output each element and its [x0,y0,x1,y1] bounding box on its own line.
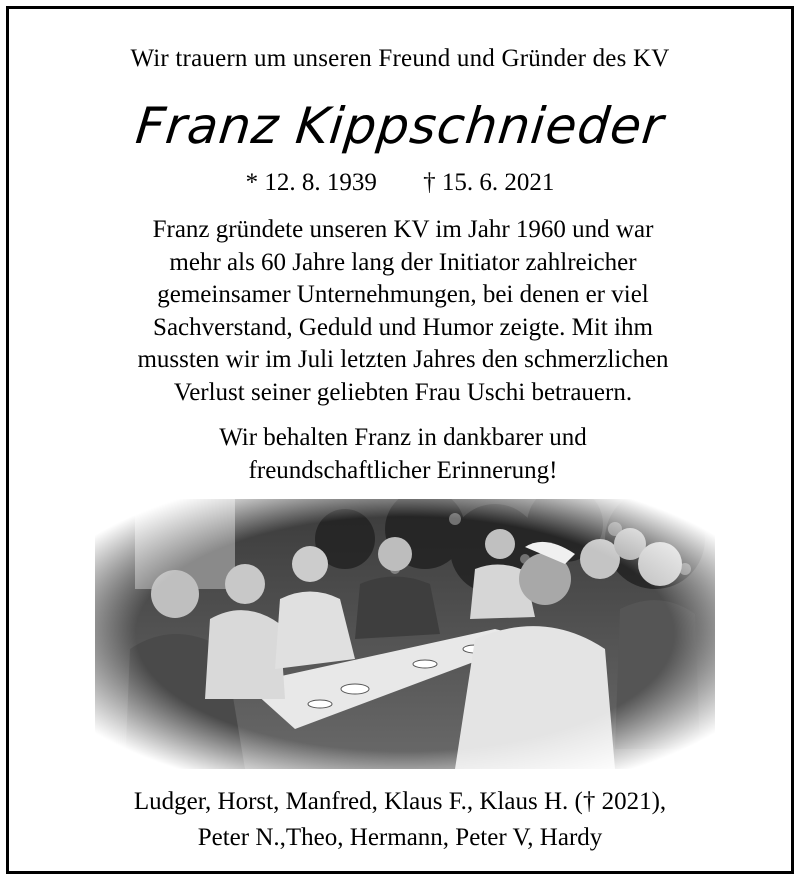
obituary-notice [6,6,794,874]
tribute-line: mehr als 60 Jahre lang der Initiator zahlreicher [169,248,637,276]
tribute-text [69,214,737,409]
death-date: † 15. 6. 2021 [423,169,555,196]
closing-line: freundschaftlicher Erinnerung! [248,456,558,484]
birth-date: * 12. 8. 1939 [245,169,377,196]
closing-line: Wir behalten Franz in dankbarer und [219,424,587,451]
closing-text [69,422,737,487]
tribute-line: Verlust seiner geliebten Frau Uschi betrauern. [173,378,633,406]
tribute-line: Sachverstand, Geduld und Humor zeigte. Mit ihm [153,313,653,341]
tribute-line: mussten wir im Juli letzten Jahres den schmerzlichen [137,346,669,373]
tribute-line: gemeinsamer Unternehmungen, bei denen er viel [157,281,649,308]
signatories-line: Peter N.,Theo, Hermann, Peter V, Hardy [197,824,603,851]
signatories-line: Ludger, Horst, Manfred, Klaus F., Klaus H. († 2021), [133,788,667,815]
deceased-name: Franz Kippschnieder [133,97,667,155]
signatories [9,784,791,856]
life-dates [9,169,791,197]
tribute-line: Franz gründete unseren KV im Jahr 1960 und war [152,216,654,243]
group-photo [95,499,715,769]
headline: Wir trauern um unseren Freund und Gründer des KV [130,45,670,72]
